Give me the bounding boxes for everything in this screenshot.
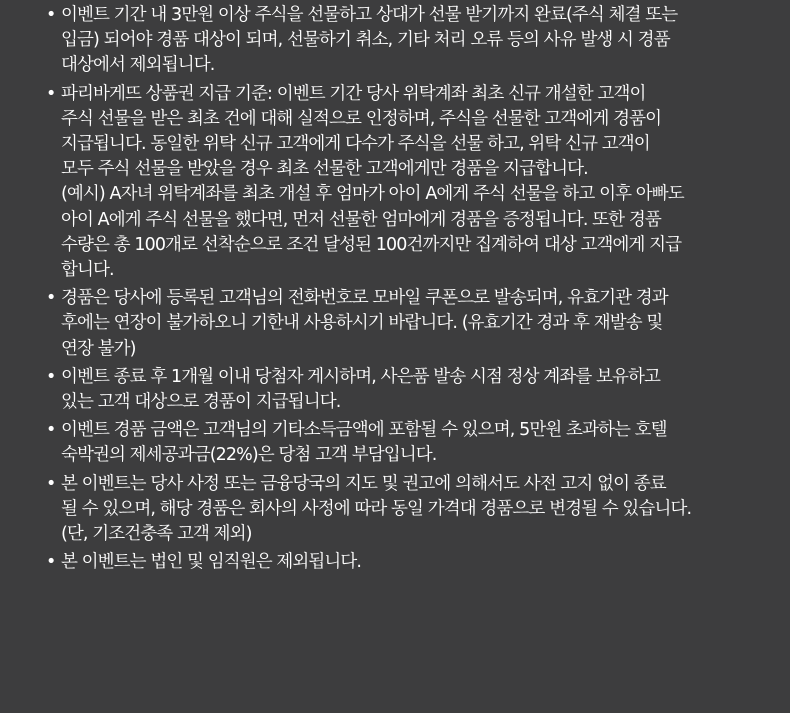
bullet-icon: • — [46, 366, 56, 387]
notice-text: 이벤트 종료 후 1개월 이내 당첨자 게시하며, 사은품 발송 시점 정상 계좌를 보유하고 있는 고객 대상으로 경품이 지급됩니다. — [61, 366, 661, 413]
bullet-icon: • — [46, 473, 56, 494]
notice-text: 파리바게뜨 상품권 지급 기준: 이벤트 기간 당사 위탁계좌 최초 신규 개설한 고객이 주식 선물을 받은 최초 건에 대해 실적으로 인정하며, 주식을 선물한 고객에게 경품이 지급됩니다. 동일한 위탁 신규 고객에게 다수가 주식을 선물 하고, 위탁 신규 고객이 모두 주식 선물을 받았을 경우 최초 선물한 고객에게만 경품을 지급합니다. — [61, 83, 662, 180]
bullet-icon: • — [46, 288, 56, 309]
notice-text: 경품은 당사에 등록된 고객님의 전화번호로 모바일 쿠폰으로 발송되며, 유효기관 경과 후에는 연장이 불가하오니 기한내 사용하시기 바랍니다. (유효기간 경과 후 재발송 및 연장 불가) — [61, 288, 668, 359]
bullet-icon: • — [46, 552, 56, 573]
notice-item — [0, 418, 790, 468]
notice-example-text: (예시) A자녀 위탁계좌를 최초 개설 후 엄마가 아이 A에게 주식 선물을 하고 이후 아빠도 아이 A에게 주식 선물을 했다면, 먼저 선물한 엄마에게 경품을 증정됩니다. 또한 경품 수량은 총 100개로 선착순으로 조건 달성된 100건까지만 집계하여 대상 고객에게 지급 합니다. — [61, 184, 684, 281]
notice-text: 본 이벤트는 당사 사정 또는 금융당국의 지도 및 권고에 의해서도 사전 고지 없이 종료 될 수 있으며, 해당 경품은 회사의 사정에 따라 동일 가격대 경품으로 변경될 수 있습니다. (단, 기조건충족 고객 제외) — [61, 473, 692, 545]
bullet-icon: • — [46, 420, 56, 441]
notice-text: 이벤트 기간 내 3만원 이상 주식을 선물하고 상대가 선물 받기까지 완료(주식 체결 또는 입금) 되어야 경품 대상이 되며, 선물하기 취소, 기타 처리 오류 등의 사유 발생 시 경품 대상에서 제외됩니다. — [61, 5, 678, 76]
notice-item — [0, 472, 790, 548]
bullet-icon: • — [46, 5, 56, 25]
notice-item — [0, 3, 790, 79]
notice-item — [0, 286, 790, 362]
notice-text: 본 이벤트는 법인 및 임직원은 제외됩니다. — [61, 552, 362, 573]
notice-item — [0, 82, 790, 284]
bullet-icon: • — [46, 83, 56, 104]
notice-item — [0, 550, 790, 575]
notice-text: 이벤트 경품 금액은 고객님의 기타소득금액에 포함될 수 있으며, 5만원 초과하는 호텔 숙박권의 제세공과금(22%)은 당첨 고객 부담입니다. — [61, 420, 667, 466]
notice-item — [0, 365, 790, 415]
